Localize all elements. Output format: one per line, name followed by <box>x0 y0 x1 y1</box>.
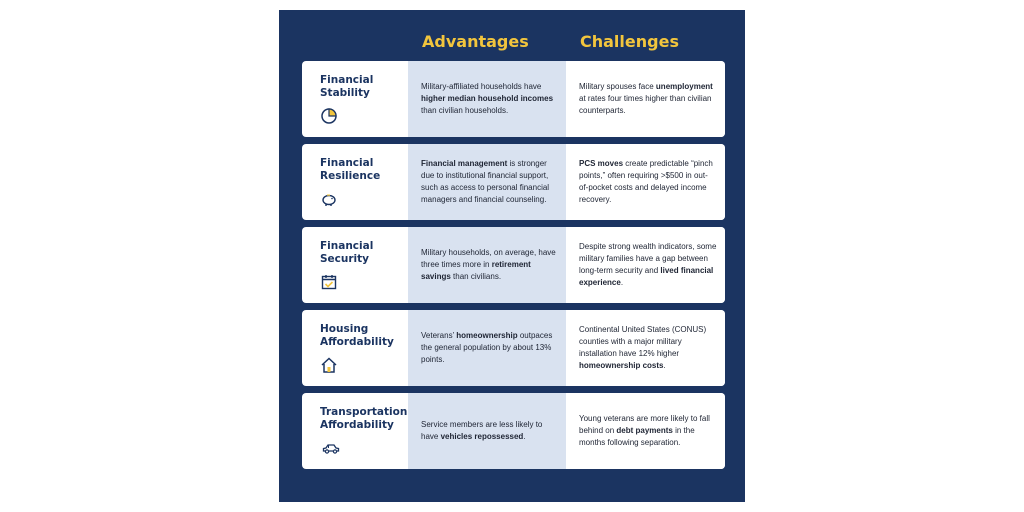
advantage-cell <box>408 227 566 303</box>
advantage-cell <box>408 61 566 137</box>
advantage-text: Financial management is stronger due to institutional financial support, such as access to personal financial managers and financial counseling. <box>421 159 550 204</box>
house-icon <box>320 356 338 374</box>
challenge-text: PCS moves create predictable “pinch points,” often requiring >$500 in out-of-pocket costs and delayed income recovery. <box>579 159 713 204</box>
challenge-text: Despite strong wealth indicators, some military families have a gap between long-term security and lived financial experience. <box>579 242 717 287</box>
category-cell <box>302 310 408 386</box>
advantage-text: Military households, on average, have three times more in retirement savings than civilians. <box>421 248 556 281</box>
category-title: Financial Stability <box>320 74 374 99</box>
category-title: Transportation Affordability <box>320 406 408 431</box>
category-title: Financial Resilience <box>320 157 381 182</box>
challenge-cell <box>566 61 725 137</box>
challenges-header: Challenges <box>580 32 679 51</box>
challenge-text: Military spouses face unemployment at rates four times higher than civilian counterparts. <box>579 82 713 115</box>
advantage-cell <box>408 393 566 469</box>
comparison-panel <box>279 10 745 502</box>
advantage-text: Veterans’ homeownership outpaces the general population by about 13% points. <box>421 331 553 364</box>
category-cell <box>302 61 408 137</box>
car-icon <box>320 439 342 457</box>
challenge-text: Continental United States (CONUS) counties with a major military installation have 12% higher homeownership costs. <box>579 325 707 370</box>
advantage-text: Military-affiliated households have higher median household incomes than civilian households. <box>421 82 554 115</box>
challenge-cell <box>566 227 725 303</box>
advantage-text: Service members are less likely to have vehicles repossessed. <box>421 420 543 441</box>
challenge-text: Young veterans are more likely to fall behind on debt payments in the months following separation. <box>579 414 710 447</box>
category-title: Housing Affordability <box>320 323 394 348</box>
category-cell <box>302 393 408 469</box>
advantage-cell <box>408 310 566 386</box>
challenge-cell <box>566 144 725 220</box>
row-financial-resilience <box>302 144 725 220</box>
pie-chart-icon <box>320 107 338 125</box>
row-financial-security <box>302 227 725 303</box>
advantages-header: Advantages <box>422 32 529 51</box>
category-cell <box>302 144 408 220</box>
advantage-cell <box>408 144 566 220</box>
row-transportation-affordability <box>302 393 725 469</box>
row-financial-stability <box>302 61 725 137</box>
category-title: Financial Security <box>320 240 374 265</box>
challenge-cell <box>566 393 725 469</box>
row-housing-affordability <box>302 310 725 386</box>
category-cell <box>302 227 408 303</box>
calendar-check-icon <box>320 273 338 291</box>
piggy-bank-icon <box>320 190 338 208</box>
challenge-cell <box>566 310 725 386</box>
